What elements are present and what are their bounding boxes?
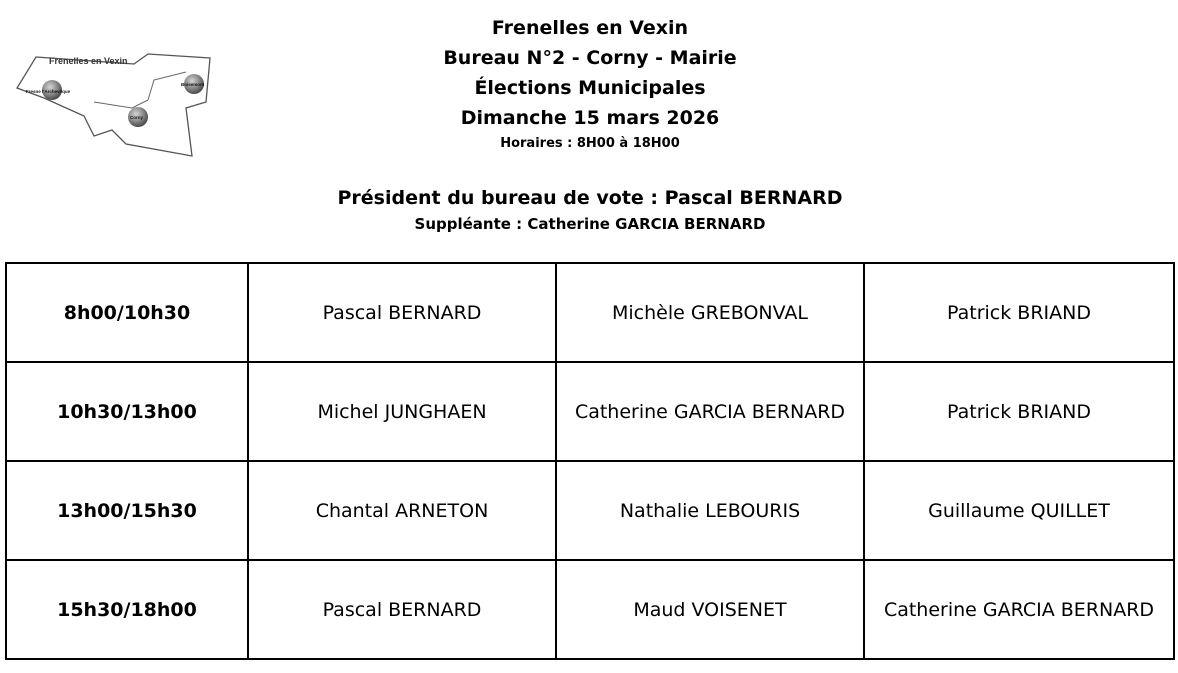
assessor-name: Maud VOISENET (556, 560, 864, 659)
assessor-name: Pascal BERNARD (248, 263, 556, 362)
time-slot: 13h00/15h30 (6, 461, 248, 560)
document-header (340, 13, 840, 155)
schedule-table (5, 262, 1175, 660)
assessor-name: Patrick BRIAND (864, 263, 1174, 362)
time-slot: 8h00/10h30 (6, 263, 248, 362)
assessor-name: Chantal ARNETON (248, 461, 556, 560)
assessor-name: Catherine GARCIA BERNARD (864, 560, 1174, 659)
assessor-name: Pascal BERNARD (248, 560, 556, 659)
election-date: Dimanche 15 mars 2026 (460, 107, 720, 129)
commune-name: Frenelles en Vexin (491, 17, 689, 39)
table-row (6, 461, 1174, 560)
table-row (6, 263, 1174, 362)
table-row (6, 362, 1174, 461)
time-slot: 15h30/18h00 (6, 560, 248, 659)
assessor-name: Catherine GARCIA BERNARD (556, 362, 864, 461)
table-row (6, 560, 1174, 659)
election-type: Élections Municipales (474, 77, 706, 99)
commune-map-logo (14, 50, 214, 160)
polling-station: Bureau N°2 - Corny - Mairie (443, 47, 737, 69)
assessor-name: Michel JUNGHAEN (248, 362, 556, 461)
logo-label-boisemont: Boisemont (181, 82, 205, 87)
assessor-name: Patrick BRIAND (864, 362, 1174, 461)
logo-label-fresne: Fresne l'Archevêque (26, 89, 71, 94)
assessor-name: Michèle GREBONVAL (556, 263, 864, 362)
assessor-name: Nathalie LEBOURIS (556, 461, 864, 560)
president-line: Président du bureau de vote : Pascal BERNARD (337, 187, 843, 209)
logo-label-corny: Corny (130, 115, 144, 120)
logo-title: Frenelles en Vexin (49, 56, 128, 66)
time-slot: 10h30/13h00 (6, 362, 248, 461)
opening-hours: Horaires : 8H00 à 18H00 (500, 136, 680, 151)
assessor-name: Guillaume QUILLET (864, 461, 1174, 560)
president-block (240, 183, 940, 235)
deputy-line: Suppléante : Catherine GARCIA BERNARD (414, 215, 766, 233)
